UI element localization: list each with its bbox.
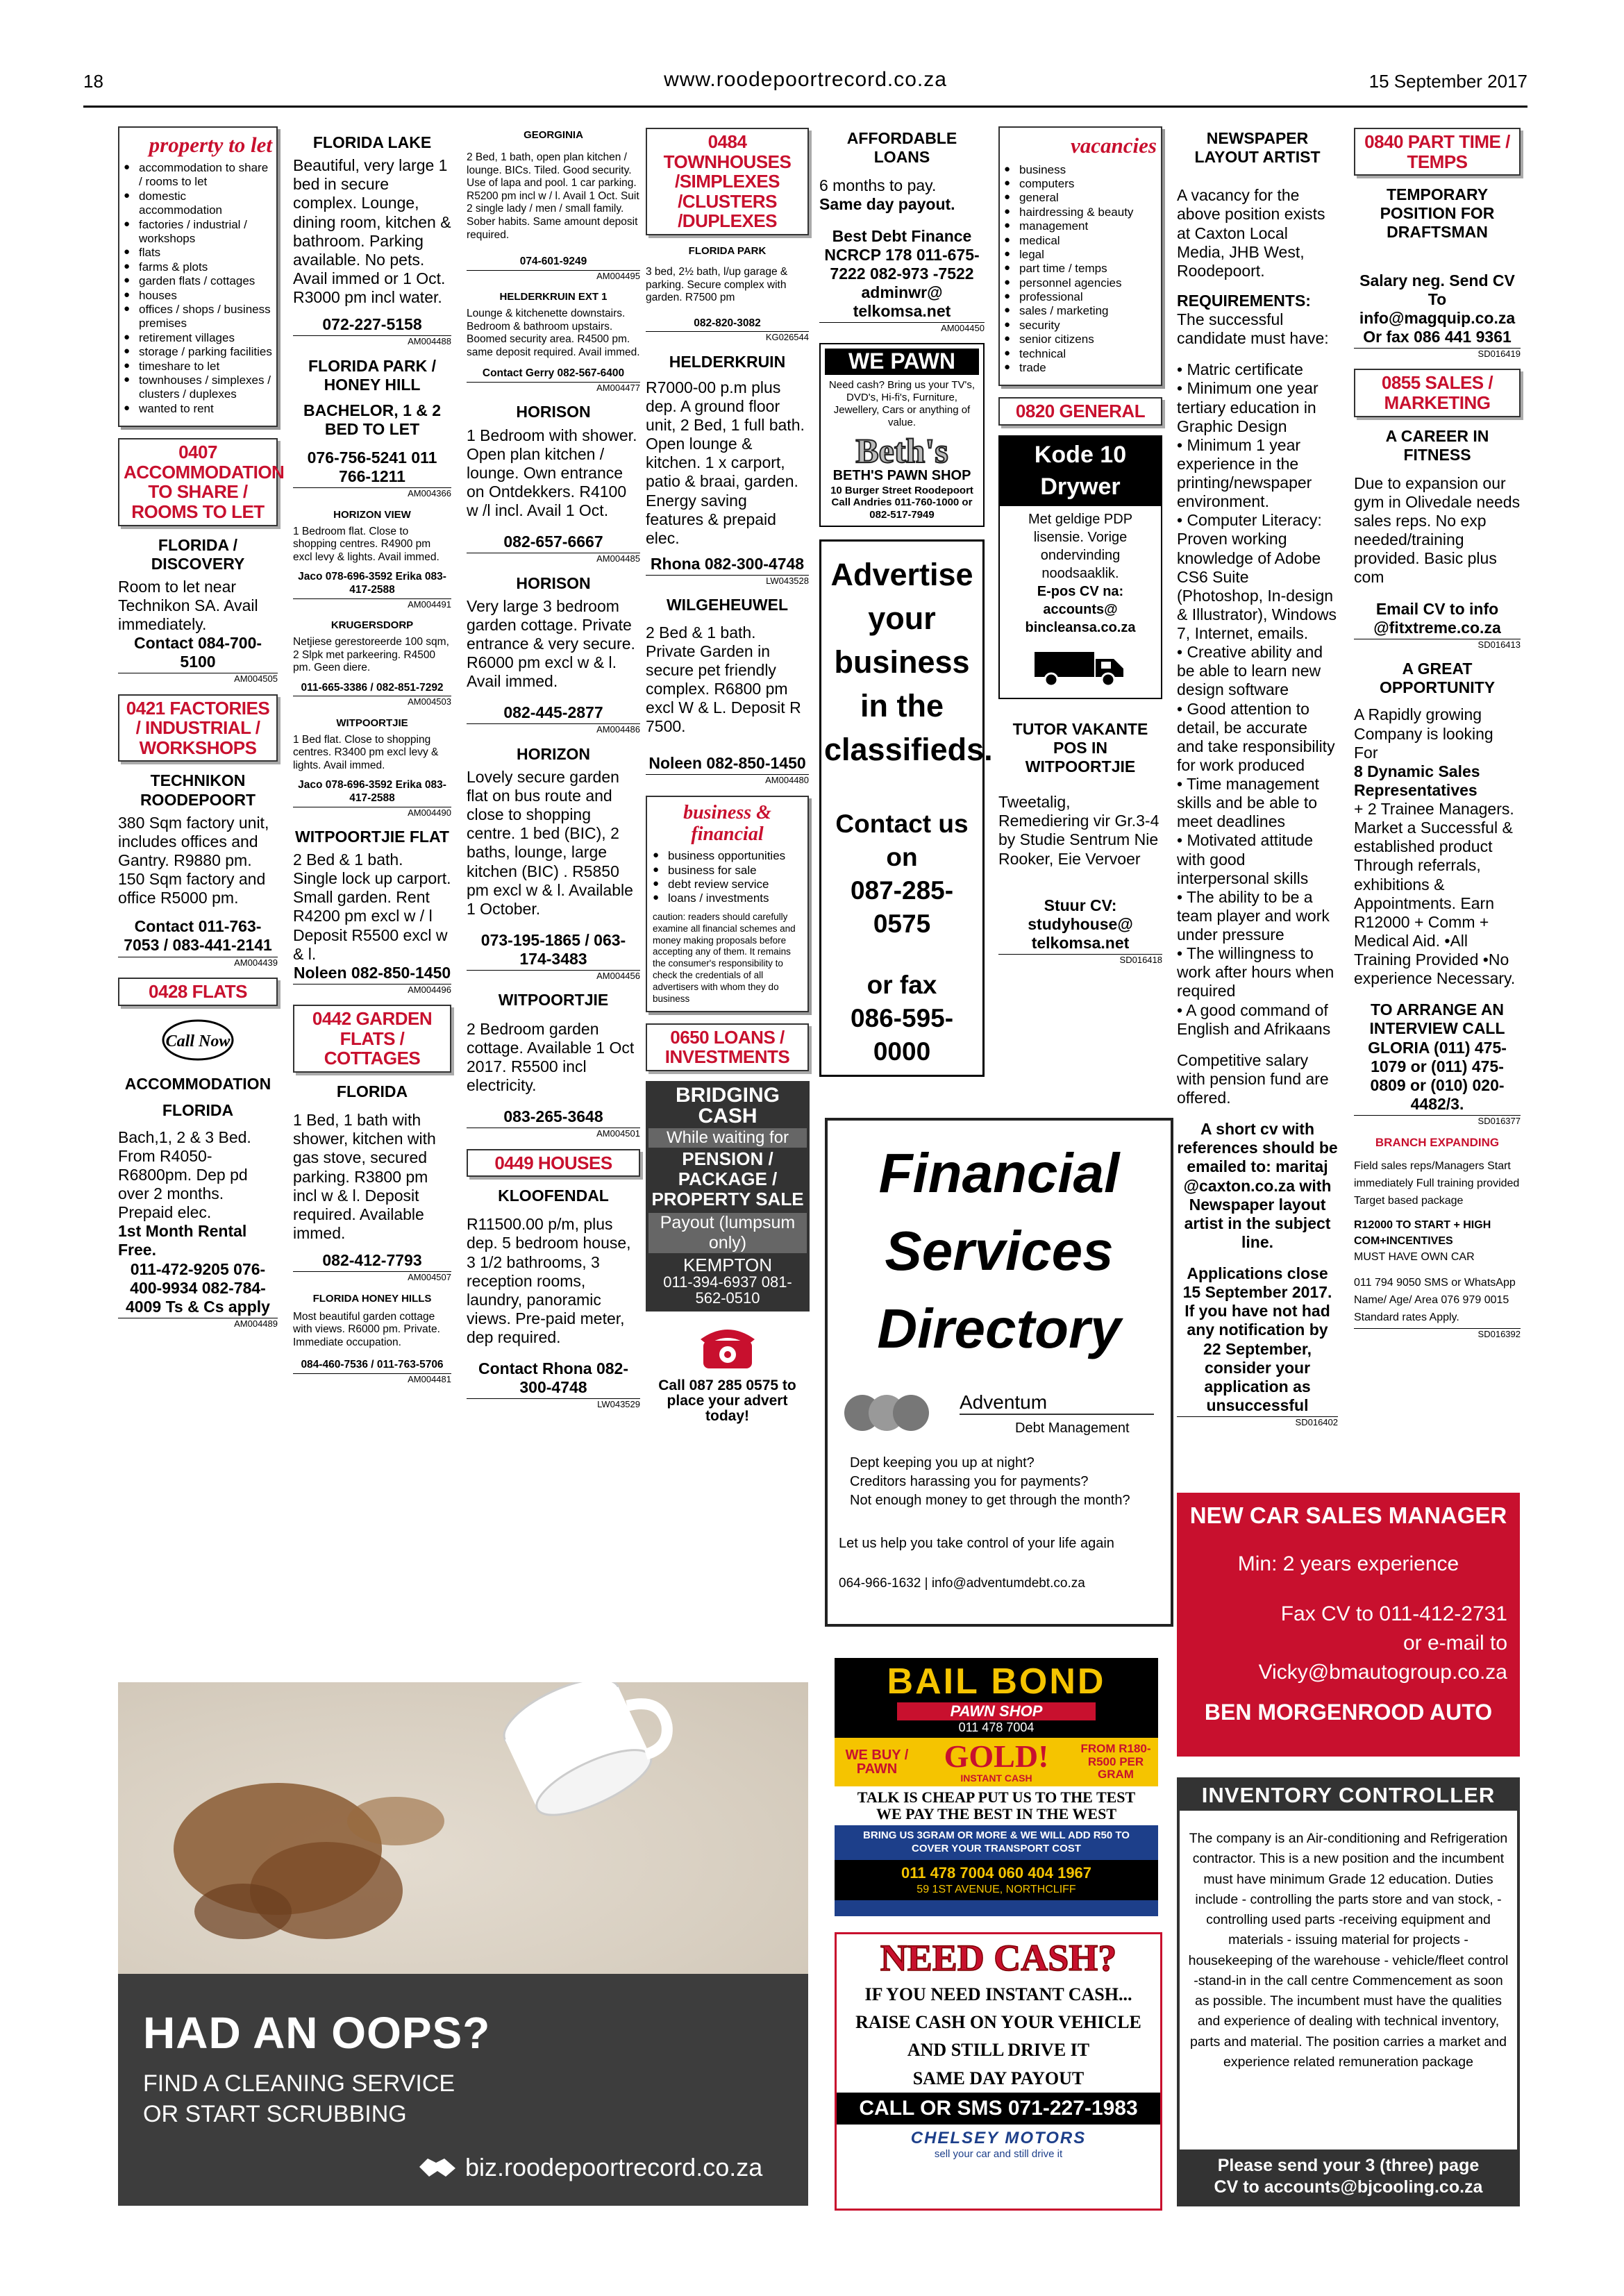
ad-code: AM004489	[118, 1318, 278, 1329]
pawn-call: Call Andries 011-760-1000 or 082-517-7949	[831, 496, 973, 521]
category-0449: 0449 HOUSES	[467, 1149, 640, 1178]
ad-code: AM004507	[293, 1271, 451, 1282]
ad-bold: R12000 TO START + HIGH COM+INCENTIVES	[1354, 1218, 1491, 1247]
bridging-phones: 011-394-6937 081-562-0510	[663, 1273, 792, 1307]
ad-heading: FLORIDA	[336, 1082, 408, 1101]
ad-heading: FLORIDA	[162, 1100, 234, 1119]
ad-text: 6 months to pay.	[819, 176, 937, 195]
kode10-ad	[998, 435, 1162, 699]
property-category-item: ● houses	[124, 289, 272, 303]
ad-code: AM004488	[293, 335, 451, 346]
property-category-item: ● timeshare to let	[124, 360, 272, 374]
ad-heading: WITPOORTJIE	[498, 991, 609, 1009]
car-sales-manager-ad	[1177, 1493, 1520, 1757]
ad-heading: FLORIDA PARK	[688, 244, 767, 257]
vacancy-category-item: ● technical	[1004, 347, 1157, 361]
ad-text: Lounge & kitchenette downstairs. Bedroom & bathroom upstairs. Boomed security area. R4500 pm. same deposit required. Avail immed.	[467, 308, 640, 358]
property-category-item: ● retirement villages	[124, 331, 272, 345]
ad-bold: Same day payout.	[819, 195, 955, 214]
ad-heading: TEMPORARY POSITION FOR DRAFTSMAN	[1380, 185, 1495, 242]
bail-bond-banner: BAIL BOND PAWN SHOP 011 478 7004	[835, 1658, 1158, 1738]
adventum-tag: Let us help you take control of your life again	[839, 1536, 1114, 1551]
bridging-pension: PENSION / PACKAGE / PROPERTY SALE	[651, 1148, 804, 1209]
inventory-controller-ad	[1177, 1777, 1520, 2206]
need-cash-call[interactable]: CALL OR SMS 071-227-1983	[837, 2093, 1160, 2125]
inventory-send[interactable]: Please send your 3 (three) page CV to accounts@bjcooling.co.za	[1180, 2150, 1517, 2204]
ad-contact: Contact Gerry 082-567-6400	[482, 367, 625, 380]
pawn-title: WE PAWN	[825, 349, 979, 375]
ad-contact: Jaco 078-696-3592 Erika 083-417-2588	[298, 571, 446, 596]
cleaning-title: HAD AN OOPS?	[143, 2008, 491, 2058]
ad-heading: FLORIDA LAKE	[312, 133, 432, 151]
kode10-email: E-pos CV na: accounts@ bincleansa.co.za	[1025, 583, 1136, 635]
ad-text: A Rapidly growing Company is looking For	[1354, 705, 1493, 762]
need-cash-lines: IF YOU NEED INSTANT CASH... RAISE CASH ON YOUR VEHICLE AND STILL DRIVE IT SAME DAY PAYOUT	[855, 1984, 1141, 2088]
ad-heading: HELDERKRUIN	[669, 352, 786, 371]
ad-code: SD016402	[1177, 1416, 1338, 1427]
ad-heading: KLOOFENDAL	[498, 1187, 609, 1205]
adventum-name: Adventum	[960, 1391, 1154, 1415]
beths-logo: Beth's	[855, 431, 948, 471]
bail-slogan: TALK IS CHEAP PUT US TO THE TEST WE PAY THE BEST IN THE WEST	[835, 1786, 1158, 1825]
car-sales-contact: Fax CV to 011-412-2731 or e-mail to Vicky@bmautogroup.co.za	[1258, 1602, 1507, 1684]
business-category-item: ● business opportunities	[653, 849, 802, 863]
ad-contact: 082-820-3082	[694, 317, 761, 329]
need-cash-title: NEED CASH?	[880, 1937, 1117, 1979]
property-category-item: ● offices / shops / business premises	[124, 303, 272, 331]
ad-bold: 1st Month Rental Free.	[118, 1222, 247, 1259]
ad-text: 380 Sqm factory unit, includes offices and Gantry. R9880 pm. 150 Sqm factory and office R5000 pm.	[118, 813, 269, 907]
ad-contact: Contact 084-700-5100	[133, 634, 262, 671]
ad-text: Tweetalig, Remediering vir Gr.3-4 by Studie Sentrum Nie Rooker, Eie Vervoer	[998, 793, 1160, 868]
bridging-cash-ad	[646, 1081, 810, 1312]
vacancy-category-item: ● part time / temps	[1004, 262, 1157, 276]
ad-contact: TO ARRANGE AN INTERVIEW CALL GLORIA (011) 475-1079 or (011) 475-0809 or (010) 020-4482/3.	[1368, 1000, 1507, 1113]
requirement-item: • Computer Literacy: Proven working knowledge of Adobe CS6 Suite (Photoshop, In-design & Illustrator), Windows 7, Internet, emails.	[1177, 511, 1337, 642]
requirement-item: • Matric certificate	[1177, 360, 1303, 379]
cleaning-sub2: OR START SCRUBBING	[143, 2101, 407, 2127]
car-sales-min: Min: 2 years experience	[1237, 1552, 1459, 1575]
ad-contact: Stuur CV: studyhouse@ telkomsa.net	[1028, 896, 1133, 952]
vacancy-category-item: ● management	[1004, 219, 1157, 233]
bail-phones[interactable]: 011 478 7004 060 404 1967	[835, 1860, 1158, 1884]
adventum-logo-icon	[842, 1389, 932, 1441]
vacancy-category-item: ● security	[1004, 319, 1157, 333]
page-header	[83, 64, 1527, 108]
column-4	[646, 126, 809, 1424]
ad-code: AM004496	[293, 984, 451, 995]
vacancy-category-item: ● sales / marketing	[1004, 304, 1157, 318]
requirement-item: • Creative ability and be able to learn new design software	[1177, 643, 1323, 699]
ad-code: AM004505	[118, 673, 278, 684]
ad-code: AM004480	[646, 774, 809, 785]
property-category-item: ● storage / parking facilities	[124, 345, 272, 359]
ad-code: SD016413	[1354, 639, 1521, 650]
category-0421: 0421 FACTORIES / INDUSTRIAL / WORKSHOPS	[118, 694, 278, 762]
directory-title: Financial Services Directory	[877, 1142, 1121, 1359]
ad-heading: NEWSPAPER LAYOUT ARTIST	[1194, 129, 1321, 167]
handshake-icon	[417, 2153, 458, 2184]
ad-heading: WITPOORTJIE	[336, 717, 408, 729]
property-category-item: ● domestic accommodation	[124, 190, 272, 218]
ad-contact: 073-195-1865 / 063-174-3483	[480, 930, 626, 969]
ad-contact: 083-265-3648	[503, 1107, 603, 1126]
property-category-item: ● flats	[124, 246, 272, 260]
requirement-item: • Time management skills and be able to meet deadlines	[1177, 775, 1319, 831]
ad-text: R11500.00 p/m, plus dep. 5 bedroom house, 3 1/2 bathrooms, 3 reception rooms, laundry, panoramic views. Pre-paid meter, dep required.	[467, 1215, 631, 1347]
adventum-sub: Debt Management	[1015, 1421, 1130, 1436]
business-financial-box	[646, 796, 809, 1012]
column-1	[118, 126, 285, 1339]
category-0407: 0407 ACCOMMODATION TO SHARE / ROOMS TO LET	[118, 438, 278, 526]
property-category-item: ● townhouses / simplexes / clusters / duplexes	[124, 374, 272, 402]
ad-heading: FLORIDA / DISCOVERY	[151, 535, 245, 573]
ad-contact: Email CV to info @fitxtreme.co.za	[1373, 599, 1501, 637]
ad-text: Lovely secure garden flat on bus route and close to shopping centre. 1 bed (BIC), 2 baths, lounge, large kitchen (BIC) . R5850 pm excl w & l. Available 1 October.	[467, 767, 633, 918]
pawn-shop: BETH'S PAWN SHOP	[832, 468, 971, 484]
property-category-item: ● garden flats / cottages	[124, 274, 272, 288]
ad-heading: A GREAT OPPORTUNITY	[1379, 660, 1496, 697]
business-category-item: ● loans / investments	[653, 891, 802, 905]
kode10-title: Kode 10 Drywer	[1000, 437, 1161, 506]
vacancy-category-item: ● medical	[1004, 234, 1157, 248]
ad-code: KG026544	[646, 331, 809, 342]
caution-text: caution: readers should carefully examine all financial schemes and money making proposals before accepting any of them. It remains the consumer's responsibility to check the credentials of all advertisers with whom they do business	[653, 911, 796, 1004]
column-3	[467, 126, 640, 1420]
property-category-item: ● farms & plots	[124, 260, 272, 274]
ad-heading: TECHNIKON ROODEPOORT	[140, 771, 256, 809]
vacancy-category-item: ● computers	[1004, 177, 1157, 191]
ad-text: 1 Bed, 1 bath with shower, kitchen with gas stove, secured parking. R3800 pm incl w & l. Deposit required. Available immed.	[293, 1111, 436, 1242]
pawn-address: 10 Burger Street Roodepoort	[830, 484, 973, 496]
chelsey-motors-tagline: sell your car and still drive it	[934, 2147, 1063, 2160]
category-0820: 0820 GENERAL	[998, 397, 1162, 426]
ad-heading: HORISON	[516, 573, 591, 592]
need-cash-ad	[835, 1932, 1162, 2211]
column-7	[1177, 126, 1338, 1437]
ad-text: 2 Bed & 1 bath. Private Garden in secure pet friendly complex. R6800 pm excl W & L. Deposit R 7500.	[646, 623, 801, 736]
issue-date: 15 September 2017	[1368, 71, 1527, 92]
advertise-contact: Contact us on	[835, 809, 969, 871]
vacancy-category-item: ● trade	[1004, 361, 1157, 375]
ad-code: AM004495	[467, 270, 640, 281]
requirements-list	[1177, 360, 1338, 1039]
vacancy-category-item: ● business	[1004, 163, 1157, 177]
ad-text: 2 Bed, 1 bath, open plan kitchen / lounge. BICs. Tiled. Good security. Use of lapa and pool. 1 car parking. R5200 pm incl w / l. Avail 1 Oct. Suit 2 single lady / men / small family. Sober habits. Same amount deposit required.	[467, 151, 639, 241]
ad-text: Beautiful, very large 1 bed in secure complex. Lounge, dining room, kitchen & bathroom. Parking available. No pets. Avail immed or 1 Oct. R3000 pm incl water.	[293, 156, 451, 306]
requirement-item: • The willingness to work after hours when required	[1177, 944, 1334, 1000]
ad-heading: HORISON	[516, 403, 591, 421]
ad-heading: A CAREER IN FITNESS	[1385, 426, 1489, 464]
ad-text: Very large 3 bedroom garden cottage. Private entrance & very secure. R6000 pm excl w & l. Avail immed.	[467, 596, 635, 691]
ad-code: LW043529	[467, 1398, 640, 1409]
call-to-advertise[interactable]	[646, 1318, 809, 1424]
carpet-photo	[118, 1682, 808, 1974]
ad-code: LW043528	[646, 575, 809, 586]
financial-services-directory	[825, 1118, 1173, 1627]
cleaning-service-ad[interactable]	[118, 1682, 808, 2206]
ad-code: SD016418	[998, 954, 1162, 965]
ad-text: Field sales reps/Managers Start immediately Full training provided Target based package	[1354, 1160, 1520, 1207]
category-0442: 0442 GARDEN FLATS / COTTAGES	[293, 1005, 451, 1073]
ad-contact: 084-460-7536 / 011-763-5706	[301, 1359, 444, 1371]
ad-code: AM004439	[118, 957, 278, 968]
ad-heading: KRUGERSDORP	[330, 619, 414, 631]
ad-contact: Rhona 082-300-4748	[650, 554, 805, 573]
ad-code: AM004501	[467, 1128, 640, 1139]
ad-contact: Best Debt Finance NCRCP 178 011-675-7222 082-973 -7522 adminwr@ telkomsa.net	[824, 226, 980, 320]
ad-text: 1 Bedroom flat. Close to shopping centres. R4900 pm excl levy & lights. Avail immed.	[293, 525, 440, 563]
vacancy-category-list	[1004, 163, 1157, 376]
phone-icon	[646, 1318, 809, 1378]
bridging-title: BRIDGING CASH	[676, 1084, 780, 1128]
column-5	[819, 126, 993, 1077]
bridging-place: KEMPTON	[683, 1254, 773, 1275]
truck-icon	[1000, 646, 1161, 692]
bail-offer: BRING US 3GRAM OR MORE & WE WILL ADD R50 TO COVER YOUR TRANSPORT COST	[863, 1829, 1130, 1855]
chelsey-motors-logo: CHELSEY MOTORS	[910, 2128, 1087, 2147]
cleaning-banner	[118, 1974, 808, 2206]
site-url[interactable]: www.roodepoortrecord.co.za	[664, 68, 947, 91]
property-category-item: ● factories / industrial / workshops	[124, 218, 272, 246]
ad-bold: Applications close 15 September 2017. If you have not had any notification by 22 September, consider your application as unsuccessful	[1182, 1264, 1332, 1414]
ad-heading: BRANCH EXPANDING	[1375, 1136, 1500, 1150]
ad-code: AM004485	[467, 553, 640, 564]
ad-contact: 082-445-2877	[503, 703, 603, 722]
gold-row: WE BUY / PAWN GOLD! INSTANT CASH FROM R180-R500 PER GRAM	[835, 1738, 1158, 1786]
ad-heading: HORIZON	[516, 744, 591, 763]
requirement-item: • Minimum 1 year experience in the printing/newspaper environment.	[1177, 435, 1312, 511]
bail-address: 59 1ST AVENUE, NORTHCLIFF	[835, 1884, 1158, 1900]
inventory-text: The company is an Air-conditioning and Refrigeration contractor. This is a new position and the incumbent must have minimum Grade 12 education. Duties include - controlling the parts store and van stock, - controlling used parts -receiving equipment and materials - issuing material for projects - housekeeping of the warehouse - vehicle/fleet control -stand-in in the call centre Commencement as soon as possible. The incumbent must have the qualities and experience of dealing with technical inventory, parts and material. The position carries a market and experience related remuneration package	[1188, 1831, 1509, 2070]
column-6	[998, 126, 1162, 975]
ad-code: AM004503	[293, 696, 451, 707]
ad-contact: Contact Rhona 082-300-4748	[478, 1359, 628, 1397]
ad-heading: BACHELOR, 1 & 2 BED TO LET	[303, 401, 442, 438]
pawn-text: Need cash? Bring us your TV's, DVD's, Hi-fi's, Furniture, Jewellery, Cars or anything of value.	[828, 379, 976, 429]
ad-heading: ACCOMMODATION	[124, 1075, 271, 1093]
ad-contact: 011-665-3386 / 082-851-7292	[301, 681, 444, 694]
ad-code: SD016419	[1354, 348, 1521, 359]
vacancies-title: vacancies	[1071, 133, 1157, 158]
adventum-list	[839, 1454, 1158, 1510]
ad-text: Room to let near Technikon SA. Avail immediately.	[118, 577, 258, 633]
ad-contact: 011-472-9205 076-400-9934 082-784-4009 Ts & Cs apply	[126, 1259, 270, 1316]
ad-code: AM004450	[819, 322, 985, 333]
ad-code: AM004490	[293, 807, 451, 818]
ad-code: AM004456	[467, 970, 640, 981]
ad-text: 1 Bedroom with shower. Open plan kitchen / lounge. Own entrance on Ontdekkers. R4100 w /l incl. Avail 1 Oct.	[467, 426, 637, 519]
ad-heading: WITPOORTJIE FLAT	[295, 827, 449, 846]
ad-heading: FLORIDA HONEY HILLS	[312, 1292, 432, 1305]
ad-text: Competitive salary with pension fund are offered.	[1177, 1050, 1329, 1107]
category-0428: 0428 FLATS	[118, 978, 278, 1006]
adventum-item: Not enough money to get through the month?	[850, 1493, 1130, 1508]
ad-bold: A short cv with references should be emailed to: maritaj @caxton.co.za with Newspaper layout artist in the subject line.	[1177, 1120, 1338, 1251]
advertise-headline: Advertise your business in the classifieds.	[824, 556, 993, 767]
ad-contact: 074-601-9249	[519, 255, 587, 268]
ad-contact: 082-657-6667	[503, 533, 603, 551]
adventum-item: Creditors harassing you for payments?	[850, 1474, 1089, 1489]
requirement-item: • Motivated attitude with good interpersonal skills	[1177, 831, 1313, 887]
ad-heading: GEORGINIA	[524, 129, 583, 141]
inventory-title: INVENTORY CONTROLLER	[1180, 1780, 1517, 1811]
property-category-list	[124, 161, 272, 416]
advertise-fax: 086-595-0000	[850, 1004, 954, 1066]
svg-text:Call Now: Call Now	[165, 1032, 231, 1050]
requirement-item: • A good command of English and Afrikaans	[1177, 1000, 1331, 1038]
ad-text: R7000-00 p.m plus dep. A ground floor unit, 2 Bed, 1 full bath. Open lounge & kitchen. 1 x carport, patio & braai, garden. Energy saving features & prepaid elec.	[646, 378, 805, 547]
business-category-item: ● debt review service	[653, 878, 802, 891]
vacancy-category-item: ● general	[1004, 191, 1157, 205]
bridging-sub: While waiting for	[648, 1128, 807, 1148]
vacancy-category-item: ● hairdressing & beauty	[1004, 206, 1157, 219]
ad-contact: 072-227-5158	[322, 315, 422, 334]
business-financial-title: business & financial	[683, 801, 771, 845]
page-number: 18	[83, 71, 103, 92]
property-to-let-title: property to let	[149, 133, 272, 157]
ad-code: AM004481	[293, 1373, 451, 1384]
ad-text: The successful candidate must have:	[1177, 310, 1329, 348]
property-to-let-box	[118, 126, 278, 427]
property-category-item: ● wanted to rent	[124, 402, 272, 416]
ad-text: + 2 Trainee Managers. Market a Successful & established product Through referrals, exhibitions & Appointments. Earn R12000 + Comm + Medical Aid. •All Training Provided •No experience Necessary.	[1354, 800, 1516, 988]
ad-heading: WILGEHEUWEL	[666, 596, 789, 614]
ad-heading: AFFORDABLE LOANS	[846, 129, 957, 167]
ad-text: Netjiese gerestoreerde 100 sqm, 2 Slpk met parkeering. R4500 pm. Geen diere.	[293, 635, 449, 674]
category-0840: 0840 PART TIME / TEMPS	[1354, 128, 1521, 176]
ad-text: Due to expansion our gym in Olivedale needs sales reps. No exp needed/training provided. Basic plus com	[1354, 474, 1521, 587]
ad-text: 3 bed, 2½ bath, l/up garage & parking. Secure complex with garden. R7500 pm	[646, 265, 788, 304]
requirement-item: • Good attention to detail, be accurate and take responsibility for work produced	[1177, 699, 1335, 774]
advertise-or: or fax	[867, 971, 937, 1000]
ad-code: AM004366	[293, 487, 451, 498]
ad-code: AM004491	[293, 598, 451, 610]
ad-text: 2 Bed & 1 bath. Single lock up carport. Small garden. Rent R4200 pm excl w / l Deposit R5500 excl w & l.	[293, 850, 451, 963]
ad-contact: 076-756-5241 011 766-1211	[307, 449, 437, 486]
ad-contact: Salary neg. Send CV To info@magquip.co.za Or fax 086 441 9361	[1359, 271, 1516, 346]
ad-contact: 011 794 9050 SMS or WhatsApp Name/ Age/ Area 076 979 0015 Standard rates Apply.	[1354, 1277, 1516, 1323]
kode10-text: Met geldige PDP lisensie. Vorige ondervinding noodsaaklik.	[1028, 511, 1133, 581]
ad-contact: Contact 011-763-7053 / 083-441-2141	[124, 917, 272, 955]
ad-code: SD016377	[1354, 1115, 1521, 1126]
vacancy-category-item: ● legal	[1004, 248, 1157, 262]
ad-contact: Jaco 078-696-3592 Erika 083-417-2588	[298, 779, 446, 805]
business-category-list	[653, 849, 802, 906]
ad-heading: TUTOR VAKANTE POS IN WITPOORTJIE	[1012, 719, 1148, 776]
ad-code: AM004477	[467, 382, 640, 393]
call-now-logo	[118, 1016, 278, 1069]
ad-contact: Noleen 082-850-1450	[648, 754, 806, 773]
bridging-payout: Payout (lumpsum only)	[648, 1213, 807, 1253]
ad-heading: FLORIDA PARK / HONEY HILL	[308, 356, 436, 394]
call-text: Call 087 285 0575 to place your advert today!	[658, 1377, 796, 1424]
vacancies-box	[998, 126, 1162, 386]
ad-heading: HELDERKRUIN EXT 1	[499, 291, 608, 303]
category-0855: 0855 SALES / MARKETING	[1354, 369, 1521, 417]
ad-code: SD016392	[1354, 1328, 1521, 1339]
advertise-ad	[819, 539, 993, 1077]
ad-text: 2 Bedroom garden cottage. Available 1 Oct 2017. R5500 incl electricity.	[467, 1019, 635, 1094]
property-category-item: ● accommodation to share / rooms to let	[124, 161, 272, 190]
column-8	[1354, 126, 1521, 1349]
ad-contact: Noleen 082-850-1450	[293, 963, 451, 982]
ad-bold: REQUIREMENTS:	[1177, 291, 1311, 310]
ad-text: A vacancy for the above position exists at Caxton Local Media, JHB West, Roodepoort.	[1177, 186, 1325, 280]
business-category-item: ● business for sale	[653, 864, 802, 878]
requirement-item: • Minimum one year tertiary education in Graphic Design	[1177, 379, 1319, 435]
ad-text: MUST HAVE OWN CAR	[1354, 1251, 1475, 1264]
ad-text: 1 Bed flat. Close to shopping centres. R3400 pm excl levy & lights. Avail immed.	[293, 733, 439, 771]
vacancy-category-item: ● professional	[1004, 290, 1157, 304]
requirement-item: • The ability to be a team player and work under pressure	[1177, 887, 1330, 944]
vacancy-category-item: ● senior citizens	[1004, 333, 1157, 346]
ad-bold: 8 Dynamic Sales Representatives	[1354, 762, 1480, 799]
category-0484: 0484 TOWNHOUSES /SIMPLEXES /CLUSTERS /DUPLEXES	[646, 128, 809, 235]
car-sales-company: BEN MORGENROOD AUTO	[1204, 1700, 1493, 1725]
cleaning-sub1: FIND A CLEANING SERVICE	[143, 2070, 455, 2097]
ad-code: AM004486	[467, 723, 640, 735]
vacancy-category-item: ● personnel agencies	[1004, 276, 1157, 290]
category-0650: 0650 LOANS / INVESTMENTS	[646, 1023, 809, 1071]
cleaning-url[interactable]: biz.roodepoortrecord.co.za	[465, 2153, 763, 2181]
adventum-item: Dept keeping you up at night?	[850, 1455, 1035, 1470]
ad-contact: 082-412-7793	[322, 1251, 422, 1270]
advertise-phone: 087-285-0575	[850, 876, 954, 939]
column-2	[293, 126, 451, 1394]
coffee-spill-illustration	[118, 1682, 808, 1974]
car-sales-title: NEW CAR SALES MANAGER	[1189, 1502, 1507, 1528]
ad-text: Most beautiful garden cottage with views. R6000 pm. Private. Immediate occupation.	[293, 1310, 440, 1348]
bail-bond-ad	[835, 1658, 1158, 1916]
ad-heading: HORIZON VIEW	[333, 508, 411, 521]
we-pawn-ad	[819, 343, 985, 526]
adventum-ad	[835, 1382, 1161, 1611]
adventum-contact[interactable]: 064-966-1632 | info@adventumdebt.co.za	[839, 1576, 1085, 1591]
ad-text: Bach,1, 2 & 3 Bed. From R4050-R6800pm. Dep pd over 2 months. Prepaid elec.	[118, 1128, 251, 1222]
